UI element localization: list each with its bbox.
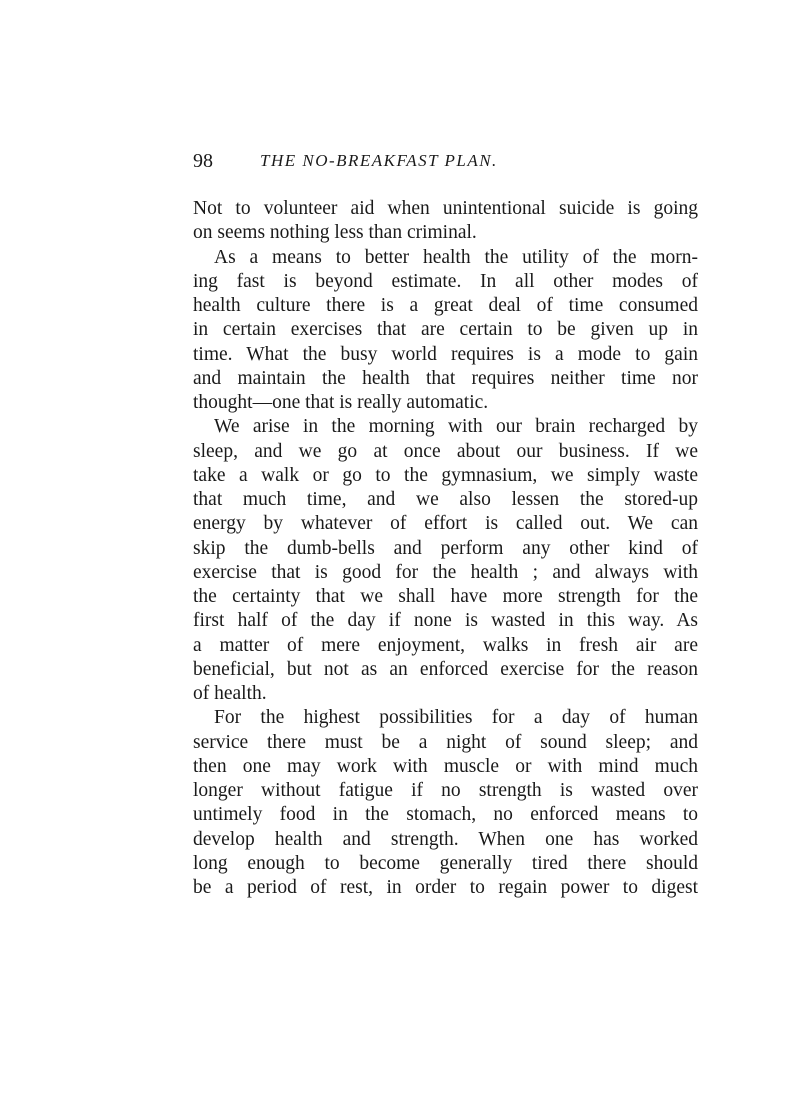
text-line: Not to volunteer aid when unintentional suicide is going [193,198,698,219]
paragraph [193,197,698,246]
text-line: that much time, and we also lessen the stored-up [193,489,698,510]
text-line: and maintain the health that requires neither time nor [193,367,698,389]
text-line: skip the dumb-bells and perform any other kind of [193,537,698,559]
text-line: thought—one that is really automatic. [193,392,489,413]
text-line: For the highest possibilities for a day of human [214,707,698,729]
page-number: 98 [193,150,213,172]
text-line: then one may work with muscle or with mind much [193,755,698,777]
text-line: of health. [193,683,267,704]
text-line: be a period of rest, in order to regain power to digest [193,877,698,898]
text-line: a matter of mere enjoyment, walks in fresh air are [193,634,698,656]
text-line: time. What the busy world requires is a mode to gain [193,343,698,365]
text-line: take a walk or go to the gymnasium, we simply waste [193,464,698,486]
paragraph [193,246,698,416]
page-body [193,197,698,900]
running-header [193,150,698,180]
paragraph [193,415,698,706]
text-line: exercise that is good for the health ; and always with [193,561,698,583]
text-line: sleep, and we go at once about our business. If we [193,440,698,462]
text-line: health culture there is a great deal of time consumed [193,295,698,316]
text-line: service there must be a night of sound sleep; and [193,731,698,753]
text-line: ing fast is beyond estimate. In all other modes of [193,270,698,292]
text-line: As a means to better health the utility of the morn- [214,246,698,268]
text-line: longer without fatigue if no strength is wasted over [193,780,698,801]
text-line: We arise in the morning with our brain recharged by [214,416,698,438]
text-line: in certain exercises that are certain to be given up in [193,319,698,341]
text-line: on seems nothing less than criminal. [193,222,477,244]
text-line: develop health and strength. When one has worked [193,828,698,850]
text-line: first half of the day if none is wasted in this way. As [193,610,698,632]
text-line: the certainty that we shall have more strength for the [193,586,698,607]
text-line: untimely food in the stomach, no enforced means to [193,804,698,826]
text-line: energy by whatever of effort is called out. We can [193,513,698,535]
text-line: beneficial, but not as an enforced exercise for the reason [193,658,698,680]
paragraph [193,706,698,900]
running-title: THE NO-BREAKFAST PLAN. [260,151,498,170]
text-line: long enough to become generally tired there should [193,852,698,874]
